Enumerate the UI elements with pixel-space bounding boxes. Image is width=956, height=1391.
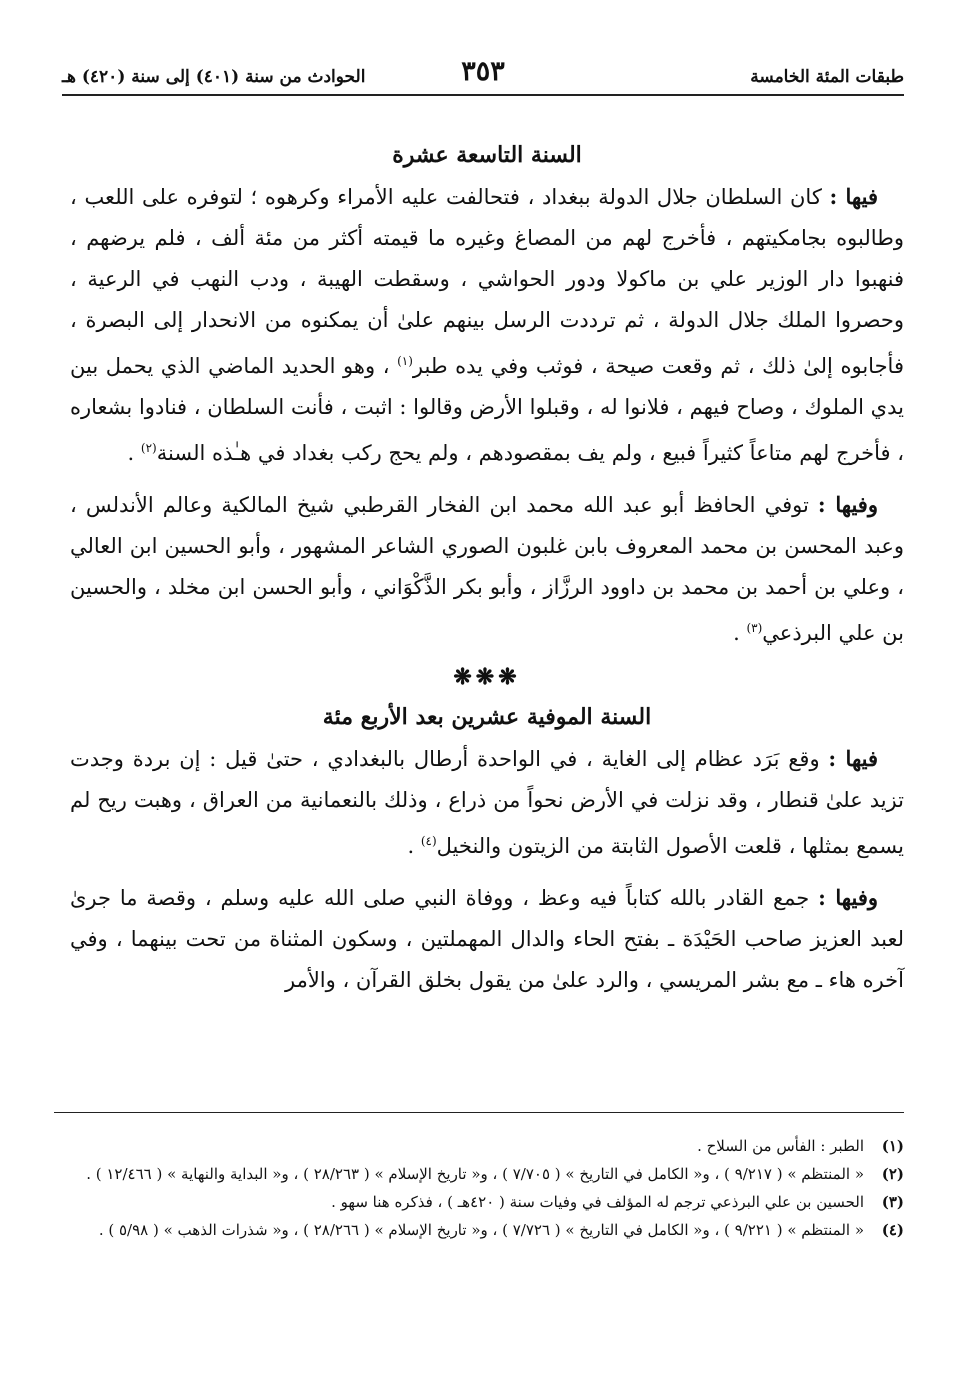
page-number: ٣٥٣: [461, 56, 505, 87]
paragraph-lead: فيها :: [829, 184, 878, 209]
footnote-ref[interactable]: (٢): [140, 441, 157, 455]
footnote-divider: [54, 1112, 904, 1113]
paragraph-lead: وفيها :: [818, 885, 878, 910]
footnote-ref[interactable]: (١): [397, 354, 413, 368]
header-section-range: الحوادث من سنة (٤٠١) إلى سنة (٤٢٠) هـ: [62, 67, 366, 87]
footnote-ref[interactable]: (٣): [746, 621, 763, 635]
section-title: السنة التاسعة عشرة: [392, 142, 582, 168]
header-book-title: طبقات المئة الخامسة: [750, 67, 904, 87]
footnotes: [70, 1132, 904, 1244]
main-text: [70, 130, 904, 1011]
section-separator: ❋❋❋: [453, 664, 521, 690]
footnote-number: (٢): [881, 1165, 904, 1183]
footnote-number: (١): [881, 1137, 904, 1155]
footnote-text: الطبر : الفأس من السلاح .: [697, 1137, 864, 1155]
paragraph-text: .: [127, 441, 141, 465]
paragraph-text: كان السلطان جلال الدولة ببغداد ، فتحالفت عليه الأمراء وكرهوه ؛ لتوفره على اللعب ، وطالبوه بجامكيتهم ، فأخرج لهم من المصاغ وغيره ما قيمته أكثر من مئة ألف ، فلم يرضهم ، فنهبوا دار الوزير علي بن ماكولا ودور الحواشي ، وسقطت الهيبة ، ودب النهب في الرعية ، وحصروا الملك جلال الدولة ، ثم ترددت الرسل بينهم علىٰ أن يمكنوه من الانحدار إلى البصرة ، فأجابوه إلىٰ ذلك ، ثم وقعت صيحة ، فوثب وفي يده طبر: [70, 185, 904, 378]
footnote: [70, 1216, 904, 1244]
paragraph-lead: وفيها :: [817, 492, 878, 517]
paragraph: [70, 738, 904, 867]
section-title: السنة الموفية عشرين بعد الأربع مئة: [322, 704, 652, 730]
paragraph-text: .: [407, 834, 421, 858]
footnote-ref[interactable]: (٤): [420, 834, 437, 848]
footnote-number: (٣): [881, 1193, 904, 1211]
paragraph-text: جمع القادر بالله كتاباً فيه وعظ ، ووفاة النبي صلى الله عليه وسلم ، وقصة ما جرىٰ لعبد العزيز صاحب الحَيْدَة ـ بفتح الحاء والدال المهملتين ، وسكون المثناة من تحت بينهما ، وفي آخره هاء ـ مع بشر المريسي ، والرد علىٰ من يقول بخلق القرآن ، والأمر: [70, 886, 904, 992]
footnote-number: (٤): [881, 1221, 904, 1239]
footnote-text: « المنتظم » ( ٩/٢١٧ ) ، و« الكامل في التاريخ » ( ٧/٧٠٥ ) ، و« تاريخ الإسلام » ( ٢٨/٢٦٣ ) ، و« البداية والنهاية » ( ١٢/٤٦٦ ) .: [86, 1165, 864, 1183]
footnote-text: « المنتظم » ( ٩/٢٢١ ) ، و« الكامل في التاريخ » ( ٧/٧٢٦ ) ، و« تاريخ الإسلام » ( ٢٨/٢٦٦ ) ، و« شذرات الذهب » ( ٥/٩٨ ) .: [98, 1221, 864, 1239]
paragraph: [70, 877, 904, 1001]
paragraph-lead: فيها :: [828, 746, 878, 771]
footnote: [70, 1132, 904, 1160]
footnote: [70, 1160, 904, 1188]
footnote-text: الحسين بن علي البرذعي ترجم له المؤلف في وفيات سنة ( ٤٢٠هـ ) ، فذكره هنا سهو .: [331, 1193, 864, 1211]
paragraph-text: .: [733, 621, 747, 645]
footnote: [70, 1188, 904, 1216]
paragraph-text: توفي الحافظ أبو عبد الله محمد ابن الفخار القرطبي شيخ المالكية وعالم الأندلس ، وعبد المحسن بن محمد المعروف بابن غلبون الصوري الشاعر المشهور ، وأبو الحسين ابن العالي ، وعلي بن أحمد بن محمد بن داوود الرزَّاز ، وأبو بكر الذَّكْوَاني ، وأبو الحسن ابن مخلد ، والحسين بن علي البرذعي: [70, 493, 904, 645]
paragraph: [70, 484, 904, 654]
running-header: [62, 56, 904, 96]
paragraph-text: وقع بَرَد عظام إلى الغاية ، في الواحدة أرطال بالبغدادي ، حتىٰ قيل : إن بردة وجدت تزيد علىٰ قنطار ، وقد نزلت في الأرض نحواً من ذراع ، وذلك بالنعمانية من العراق ، وهبت ريح لم يسمع بمثلها ، قلعت الأصول الثابتة من الزيتون والنخيل: [70, 747, 904, 858]
paragraph: [70, 176, 904, 474]
paragraph-text: ، وهو الحديد الماضي الذي يحمل بين يدي الملوك ، وصاح فيهم ، فلانوا له ، وقبلوا الأرض وقالوا : اثبت ، فأنت السلطان ، فنادوا بشعاره ، فأخرج لهم متاعاً كثيراً فبيع ، ولم يف بمقصودهم ، ولم يحج ركب بغداد في هـٰذه السنة: [70, 354, 904, 465]
